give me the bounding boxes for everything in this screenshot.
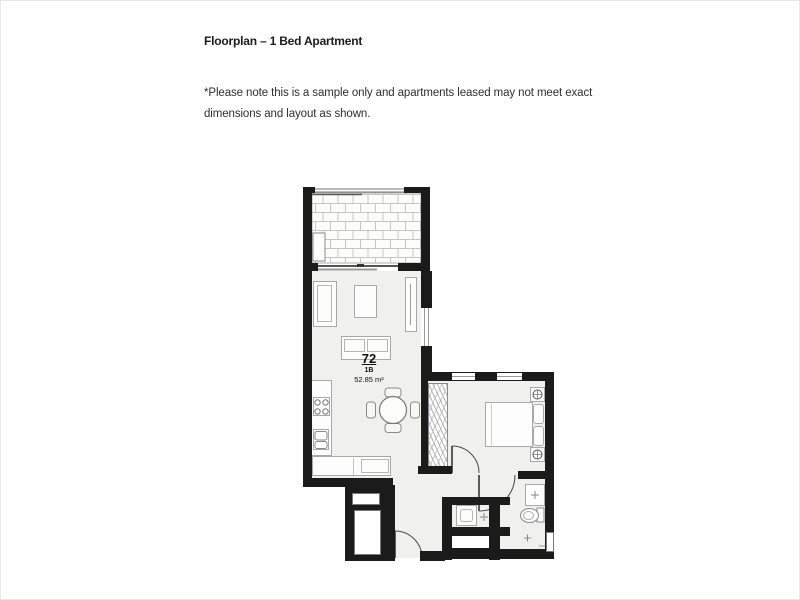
floor-drain [524, 535, 531, 542]
dining-set [367, 388, 420, 433]
wall-hall-bottom [420, 551, 445, 561]
wall-wardrobe-bottom [418, 466, 452, 474]
stove-burners [315, 400, 328, 414]
wall-bottom-bar [442, 548, 500, 559]
balcony-paving [312, 193, 421, 263]
wall-balcony-right [421, 187, 430, 271]
unit-number: 72 [361, 351, 377, 366]
floorplan [300, 185, 558, 565]
wall-balcony-bottom-right [398, 263, 430, 271]
duct [352, 493, 380, 505]
wall-living-bedroom-divider [421, 372, 428, 473]
wall-balcony-top-left [303, 187, 315, 193]
bedroom-door [452, 446, 479, 473]
wall-closet-top [445, 497, 510, 505]
lamp-icon [533, 390, 542, 399]
wall-bedroom-right [545, 372, 554, 558]
unit-area: 52.85 m² [354, 375, 384, 384]
lamp-icon [533, 450, 542, 459]
living-window [422, 308, 431, 346]
wall-bedroom-top [421, 372, 554, 381]
bedroom-window [452, 373, 475, 380]
balcony-railing [310, 189, 406, 192]
wall-living-right-upper [421, 271, 432, 308]
page-title: Floorplan – 1 Bed Apartment [204, 34, 363, 48]
unit-label [339, 352, 399, 384]
disclaimer-line-2: dimensions and layout as shown. [204, 108, 371, 120]
wall-balcony-left [303, 187, 312, 271]
disclaimer-note [204, 83, 592, 125]
wall-closet-bottom [445, 527, 510, 536]
sliding-door [317, 264, 399, 270]
wall-left [303, 271, 312, 483]
kitchen-sink-basins [315, 432, 327, 449]
duct [546, 532, 554, 552]
sink-cross [531, 491, 539, 499]
wall-balcony-top-right [404, 187, 430, 193]
entry-door [395, 531, 422, 558]
disclaimer-line-1: *Please note this is a sample only and apartments leased may not meet exact [204, 87, 593, 99]
duct [354, 510, 381, 555]
planter [313, 233, 325, 261]
wall-balcony-bottom-left [303, 263, 318, 271]
unit-type: 1B [364, 367, 374, 374]
wall-bathroom-divider-right [518, 471, 545, 479]
floor-drain [480, 513, 488, 521]
bedroom-window [497, 373, 522, 380]
dining-table [380, 397, 407, 424]
toilet [521, 508, 545, 523]
